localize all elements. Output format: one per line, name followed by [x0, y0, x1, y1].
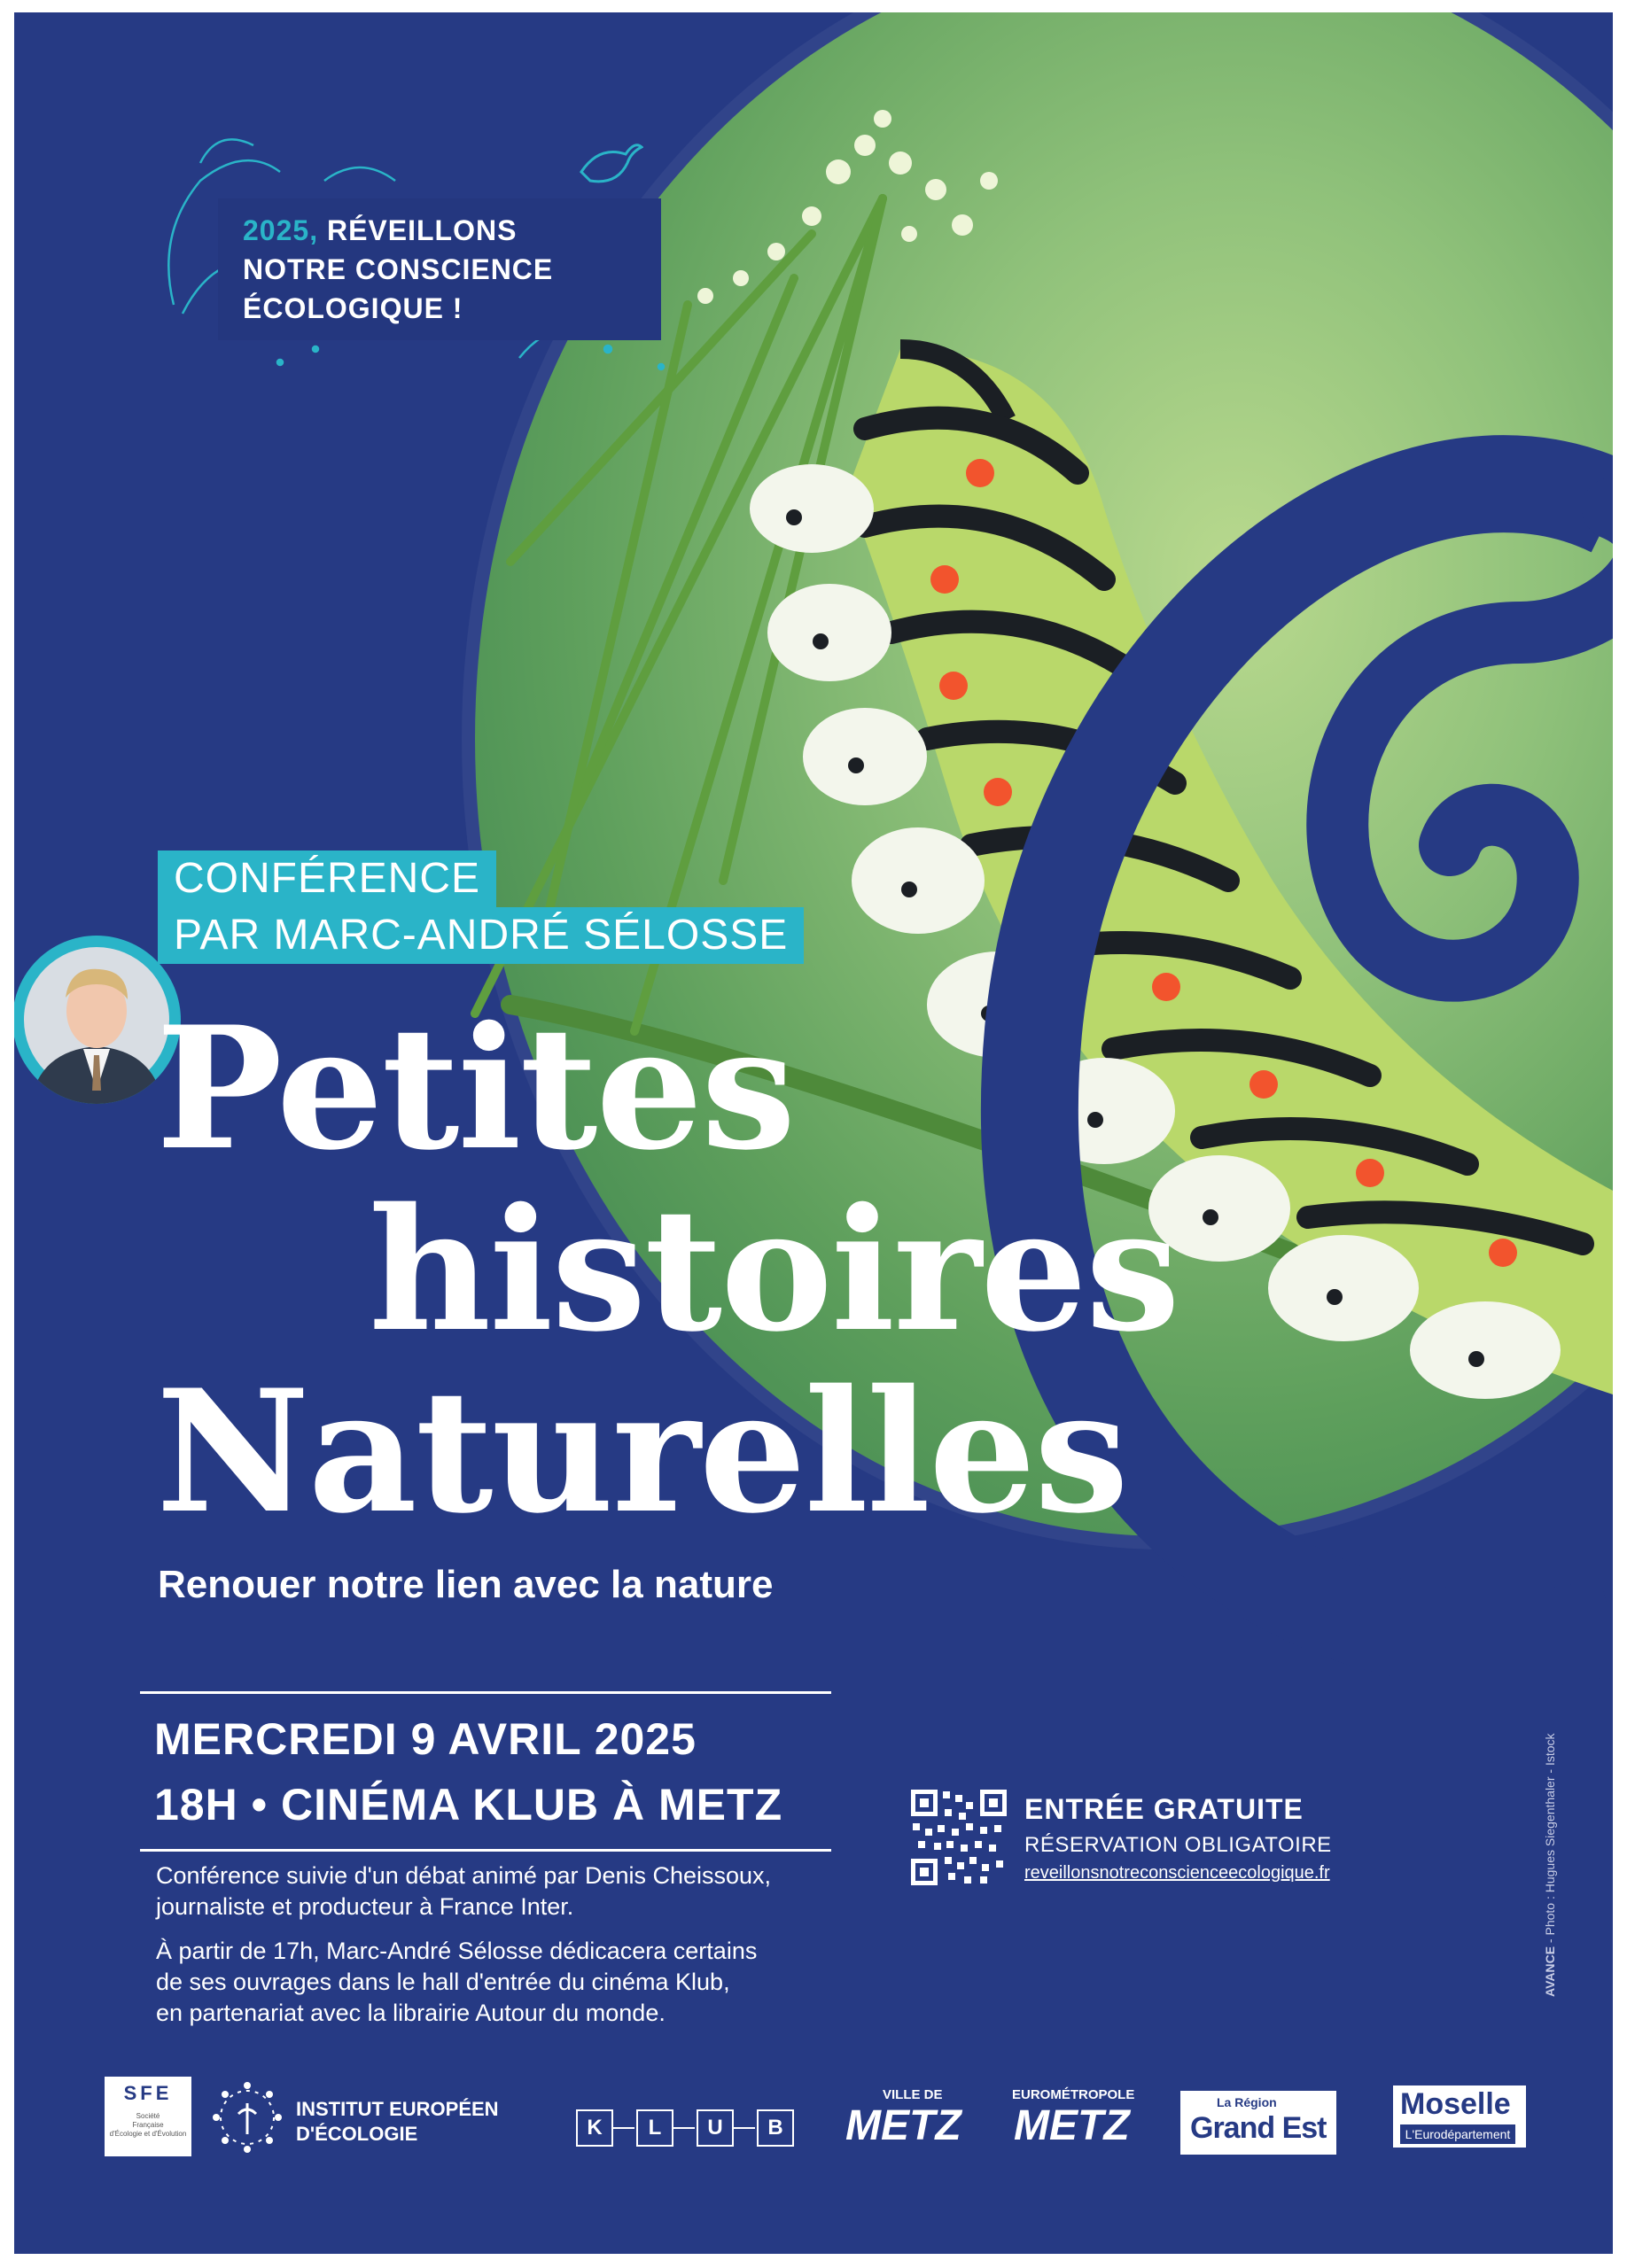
qr-code-icon[interactable]	[911, 1790, 1007, 1885]
partner-sfe	[105, 2077, 191, 2156]
rule-top	[140, 1691, 831, 1694]
title-line1: Petites	[156, 990, 795, 1187]
entry-info	[1024, 1793, 1332, 1884]
credit-agency: AVANCE	[1543, 1946, 1557, 1997]
euro-top: EUROMÉTROPOLE	[1012, 2087, 1135, 2102]
tagline-line1: RÉVEILLONS	[326, 214, 518, 246]
description-p1-line2: journaliste et producteur à France Inter.	[156, 1893, 574, 1920]
partner-iee	[207, 2077, 526, 2158]
bird-icon	[572, 136, 643, 198]
conference-label: CONFÉRENCE	[158, 850, 496, 907]
entry-reservation: RÉSERVATION OBLIGATOIRE	[1024, 1833, 1332, 1857]
subtitle: Renouer notre lien avec la nature	[158, 1563, 774, 1606]
entry-url[interactable]: reveillonsnotreconscienceecologique.fr	[1024, 1863, 1330, 1883]
klub-l: L	[636, 2109, 673, 2147]
tagline-line2: NOTRE CONSCIENCE	[243, 253, 554, 285]
description-p1-line1: Conférence suivie d'un débat animé par Denis Cheissoux,	[156, 1862, 772, 1889]
credit-photo: - Photo : Hugues Siegenthaler - Istock	[1543, 1733, 1557, 1944]
tagline-line3: ÉCOLOGIQUE !	[243, 292, 463, 324]
klub-u: U	[697, 2109, 734, 2147]
tagline-badge	[218, 198, 661, 340]
ville-top: VILLE DE	[883, 2087, 943, 2102]
iee-line1: INSTITUT EUROPÉEN	[296, 2098, 499, 2120]
moselle-sub: L'Eurodépartement	[1400, 2124, 1515, 2144]
region-top: La Région	[1217, 2095, 1277, 2109]
description	[156, 1860, 771, 2029]
sfe-logo-text: SFE	[123, 2082, 173, 2104]
region-main: Grand Est	[1190, 2111, 1327, 2145]
moselle-main: Moselle	[1400, 2087, 1511, 2121]
partner-eurometropole	[996, 2085, 1147, 2156]
iee-line2: D'ÉCOLOGIE	[296, 2123, 418, 2145]
sfe-sub3: d'Écologie et d'Évolution	[109, 2130, 187, 2138]
tagline-year: 2025,	[243, 214, 319, 246]
poster	[14, 12, 1613, 2254]
iee-emblem	[207, 2077, 287, 2158]
description-p2-line3: en partenariat avec la librairie Autour du monde.	[156, 2000, 666, 2026]
partner-region-grand-est	[1180, 2091, 1336, 2155]
ville-main: METZ	[845, 2102, 961, 2149]
speaker-label: PAR MARC-ANDRÉ SÉLOSSE	[158, 907, 804, 964]
event-time-place: 18H • CINÉMA KLUB À METZ	[154, 1780, 783, 1829]
euro-main: METZ	[1014, 2102, 1130, 2149]
klub-b: B	[757, 2109, 794, 2147]
klub-k: K	[576, 2109, 613, 2147]
description-p2-line1: À partir de 17h, Marc-André Sélosse dédicacera certains	[156, 1938, 758, 1964]
photo-credit	[1543, 1733, 1557, 1997]
partner-ville-metz	[828, 2085, 978, 2156]
sfe-sub2: Française	[132, 2121, 164, 2129]
partner-moselle	[1393, 2085, 1526, 2148]
entry-title: ENTRÉE GRATUITE	[1024, 1793, 1304, 1825]
partner-klub	[574, 2108, 796, 2147]
sfe-sub1: Société	[136, 2112, 160, 2120]
title-line3: Naturelles	[156, 1353, 1127, 1550]
title-line2: histoires	[369, 1171, 1179, 1369]
rule-bottom	[140, 1849, 831, 1852]
event-date: MERCREDI 9 AVRIL 2025	[154, 1714, 697, 1764]
description-p2-line2: de ses ouvrages dans le hall d'entrée du cinéma Klub,	[156, 1969, 730, 1995]
